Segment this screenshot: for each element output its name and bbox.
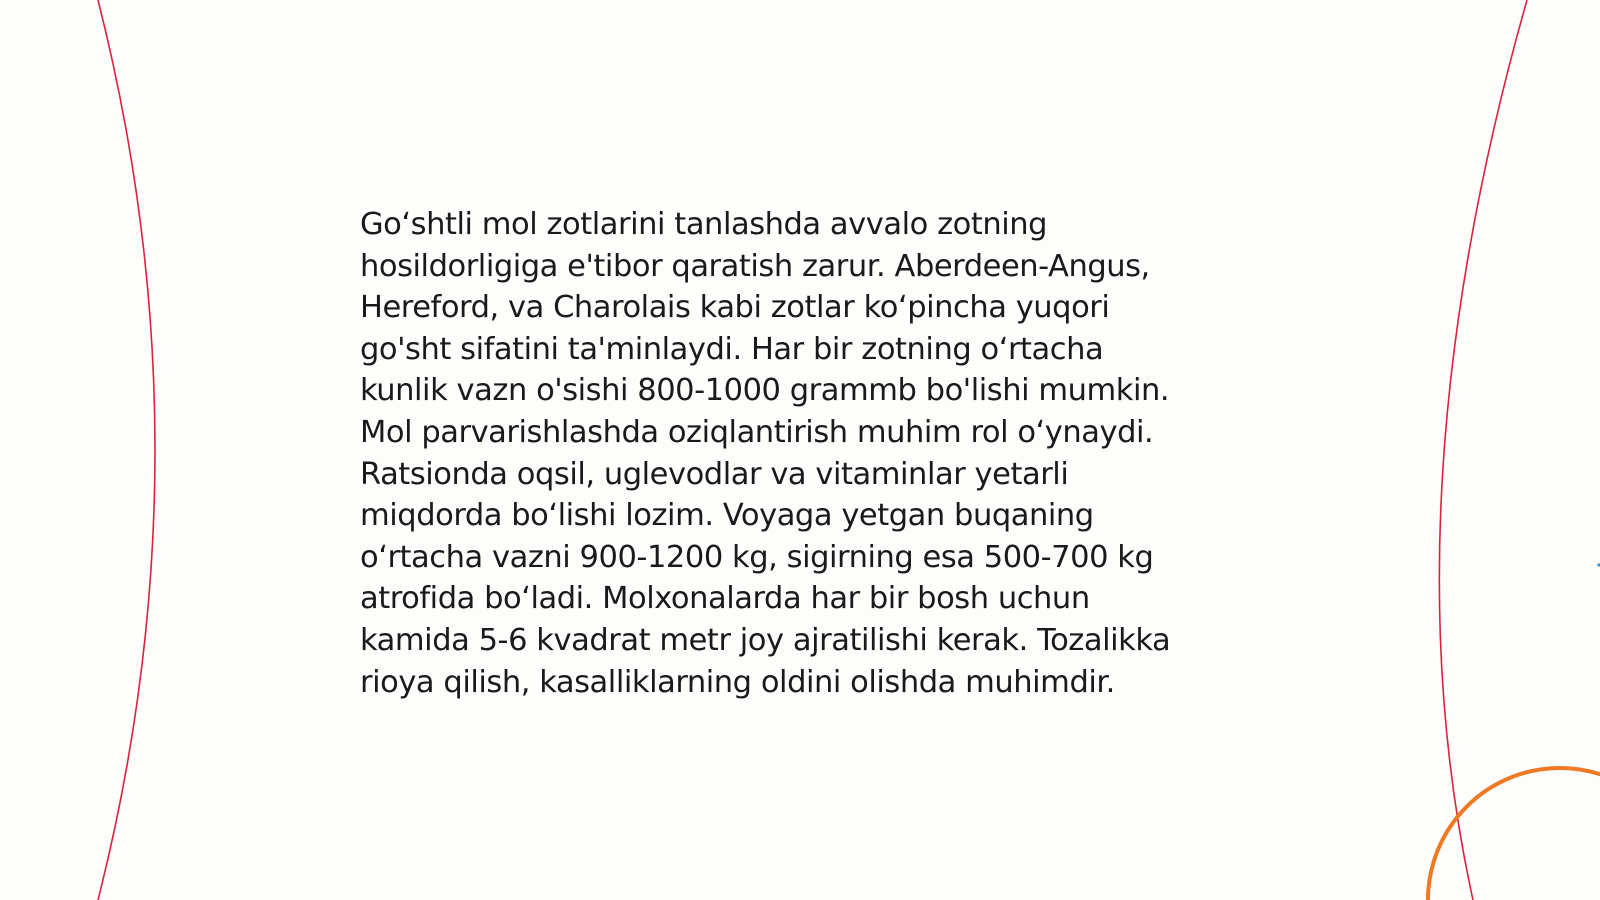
paragraph-line: kunlik vazn o'sishi 800-1000 grammb bo'lishi mumkin.	[360, 373, 1170, 409]
paragraph-line: miqdorda bo‘lishi lozim. Voyaga yetgan buqaning	[360, 498, 1094, 534]
body-paragraph	[360, 204, 1260, 703]
paragraph-line: hosildorligiga e'tibor qaratish zarur. Aberdeen-Angus,	[360, 248, 1150, 284]
paragraph-line: o‘rtacha vazni 900-1200 kg, sigirning esa 500-700 kg	[360, 539, 1154, 575]
left-arc-decoration	[98, 0, 155, 900]
right-arc-decoration	[1439, 0, 1527, 900]
paragraph-line: Mol parvarishlashda oziqlantirish muhim rol o‘ynaydi.	[360, 414, 1154, 450]
paragraph-line: go'sht sifatini ta'minlaydi. Har bir zotning o‘rtacha	[360, 331, 1104, 367]
paragraph-line: atrofida bo‘ladi. Molxonalarda har bir bosh uchun	[360, 581, 1090, 617]
paragraph-line: Hereford, va Charolais kabi zotlar ko‘pincha yuqori	[360, 290, 1110, 326]
paragraph-line: Go‘shtli mol zotlarini tanlashda avvalo zotning	[360, 207, 1048, 242]
paragraph-line: kamida 5-6 kvadrat metr joy ajratilishi kerak. Tozalikka	[360, 622, 1171, 658]
paragraph-line: Ratsionda oqsil, uglevodlar va vitaminlar yetarli	[360, 456, 1069, 492]
paragraph-line: rioya qilish, kasalliklarning oldini olishda muhimdir.	[360, 664, 1115, 700]
